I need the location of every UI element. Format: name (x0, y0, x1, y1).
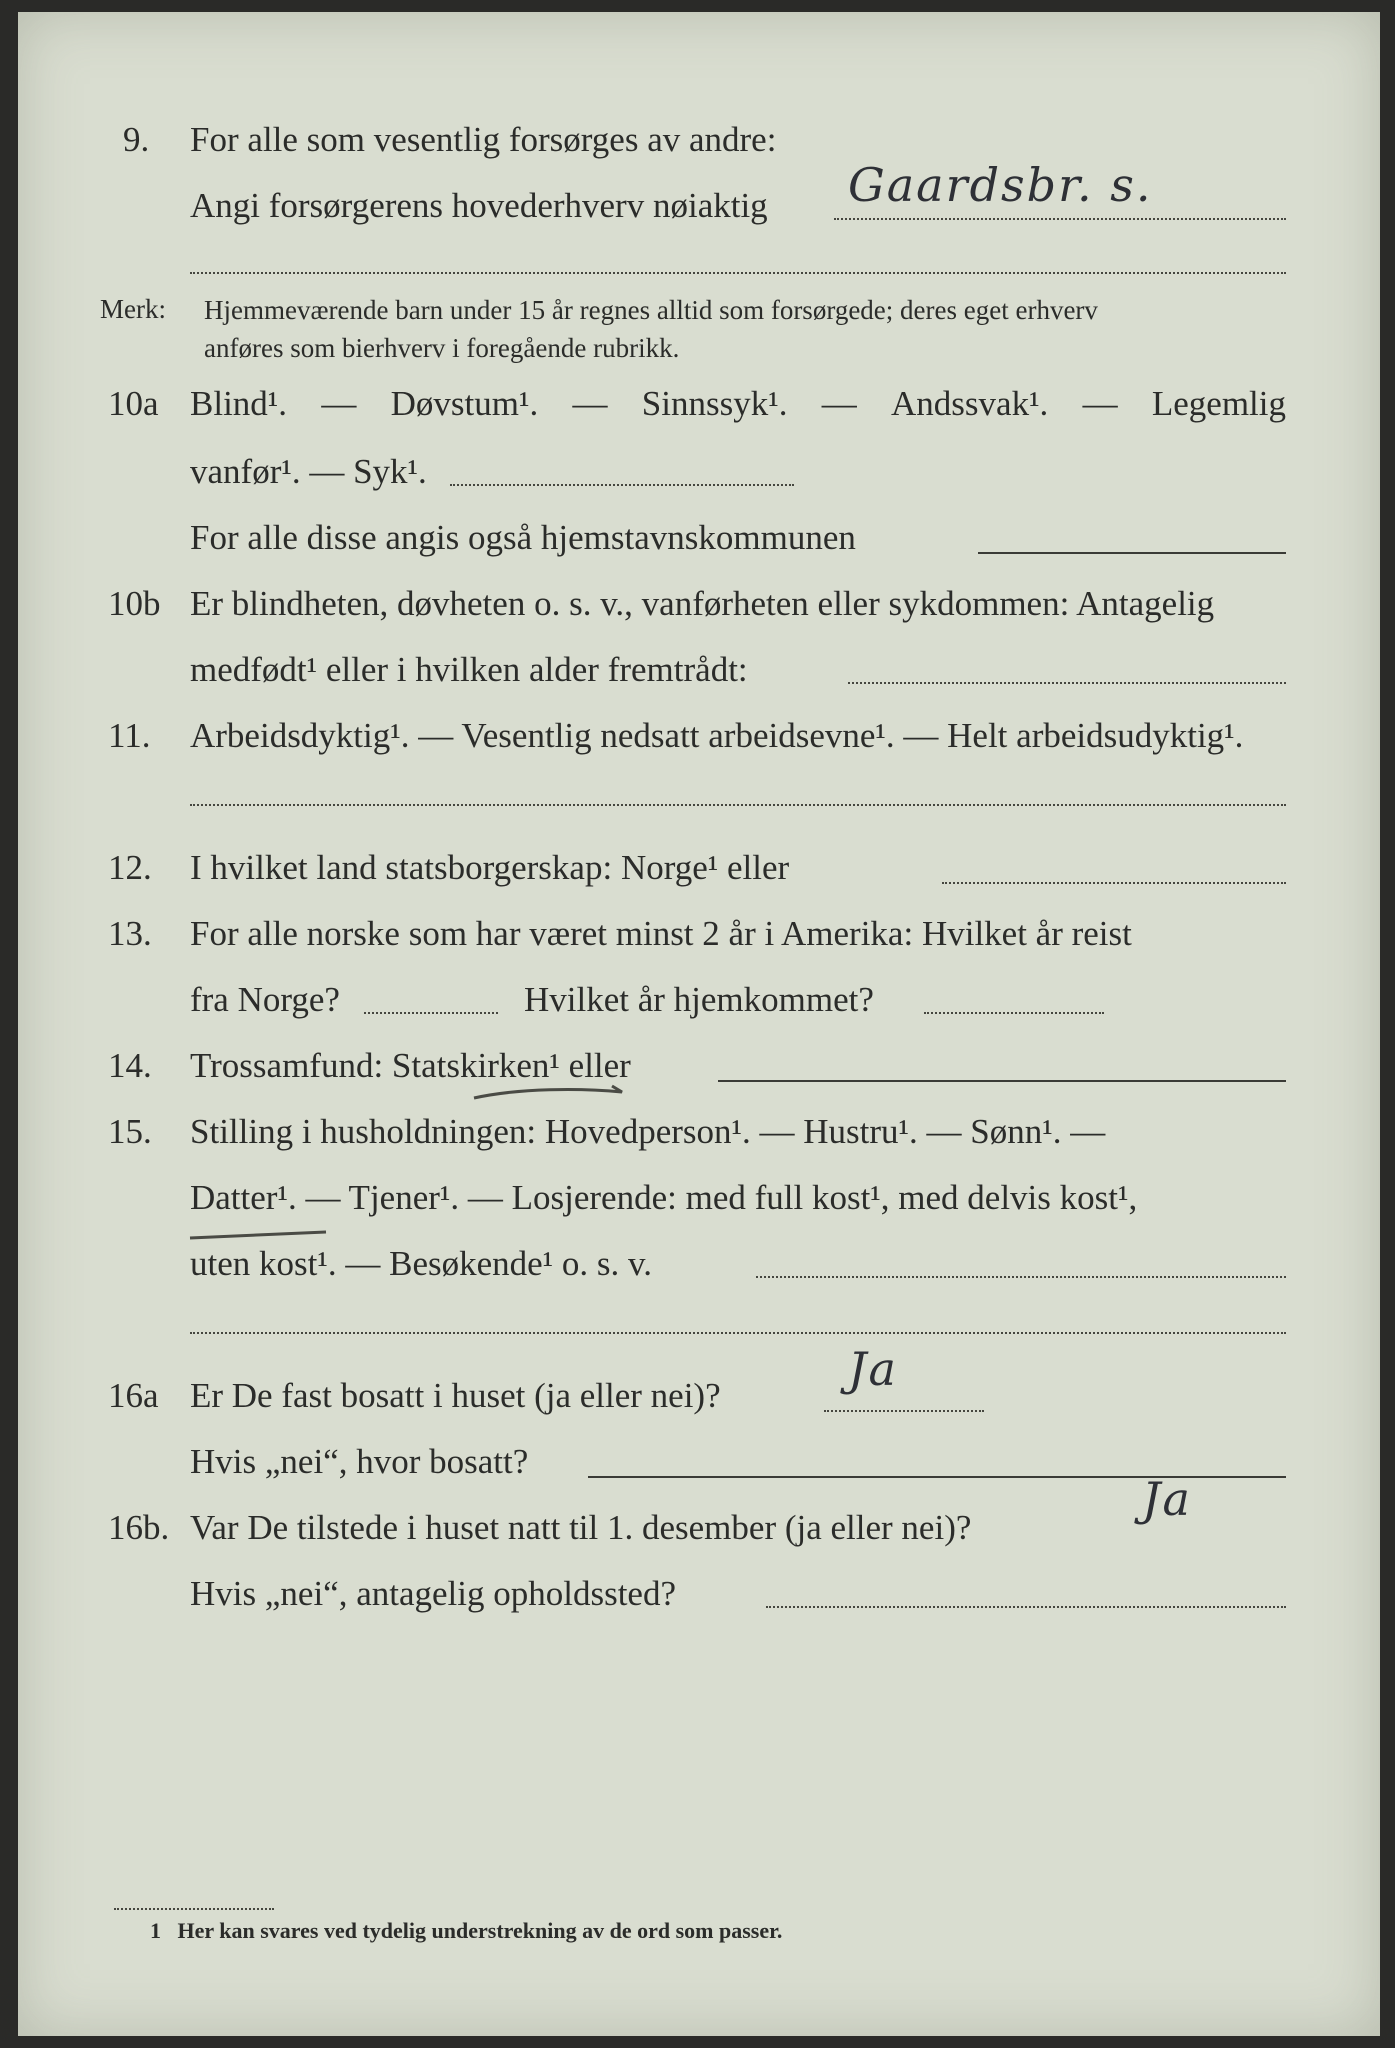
q10a-line2: vanfør¹. — Syk¹. (190, 452, 427, 491)
q16b-number: 16b. (108, 1508, 170, 1547)
q12-number: 12. (108, 848, 152, 887)
q16a-number: 16a (108, 1376, 159, 1415)
footnote (150, 1918, 782, 1944)
q13-line2a-fill (364, 1012, 498, 1014)
q10a-option-blind: Blind¹. (190, 384, 288, 423)
merk-line1: Hjemmeværende barn under 15 år regnes alltid som forsørgede; deres eget erhverv (204, 295, 1098, 325)
q13-line2a: fra Norge? (190, 980, 340, 1019)
census-form-page (18, 12, 1380, 2036)
q15-line1: Stilling i husholdningen: Hovedperson¹. — Hustru¹. — Sønn¹. — (190, 1112, 1106, 1151)
q10a-line3: For alle disse angis også hjemstavnskommunen (190, 518, 856, 557)
q15-line3: uten kost¹. — Besøkende¹ o. s. v. (190, 1244, 653, 1283)
q12-line1: I hvilket land statsborgerskap: Norge¹ eller (190, 848, 790, 887)
q12-line1-fill (942, 882, 1286, 884)
q11-extra-line (190, 804, 1286, 806)
q10a-line2-fill (450, 484, 794, 486)
q9-extra-line (190, 272, 1286, 274)
q16a-handwritten-answer: Ja (848, 1342, 898, 1396)
q15-line2: Datter¹. — Tjener¹. — Losjerende: med full kost¹, med delvis kost¹, (190, 1178, 1138, 1217)
q10b-number: 10b (108, 584, 161, 623)
q15-extra-line (190, 1332, 1286, 1334)
merk-label: Merk: (100, 294, 166, 324)
q16a-line2: Hvis „nei“, hvor bosatt? (190, 1442, 529, 1481)
q11-line1: Arbeidsdyktig¹. — Vesentlig nedsatt arbeidsevne¹. — Helt arbeidsudyktig¹. (190, 716, 1244, 755)
q10a-number: 10a (108, 384, 159, 423)
q9-number: 9. (123, 120, 150, 159)
q16b-line1: Var De tilstede i huset natt til 1. desember (ja eller nei)? (190, 1508, 972, 1547)
q10a-dash: — (572, 384, 608, 423)
q10b-line1: Er blindheten, døvheten o. s. v., vanførheten eller sykdommen: Antagelig (190, 584, 1215, 623)
q10a-dash: — (1082, 384, 1118, 423)
q15-line3-fill (756, 1276, 1286, 1278)
q16a-answer-line (824, 1410, 984, 1412)
q10b-line2: medfødt¹ eller i hvilken alder fremtrådt: (190, 650, 748, 689)
q15-number: 15. (108, 1112, 152, 1151)
q14-line1-fill (718, 1080, 1286, 1082)
q10a-dash: — (821, 384, 857, 423)
q14-line1: Trossamfund: Statskirken¹ eller (190, 1046, 631, 1085)
q16a-line1: Er De fast bosatt i huset (ja eller nei)? (190, 1376, 721, 1415)
footnote-text: Her kan svares ved tydelig understrekning av de ord som passer. (177, 1918, 783, 1943)
q10a-dash: — (321, 384, 357, 423)
q16b-line2-fill (766, 1606, 1286, 1608)
q13-line1: For alle norske som har været minst 2 år i Amerika: Hvilket år reist (190, 914, 1132, 953)
q16b-line2: Hvis „nei“, antagelig opholdssted? (190, 1574, 676, 1613)
q9-handwritten-answer: Gaardsbr. s. (848, 158, 1153, 212)
q15-pencil-mark (186, 1228, 336, 1242)
q9-answer-line (834, 218, 1286, 220)
q9-line2: Angi forsørgerens hovederhverv nøiaktig (190, 186, 768, 225)
q13-number: 13. (108, 914, 152, 953)
q10a-option-dovstum: Døvstum¹. (390, 384, 539, 423)
q14-pencil-mark (470, 1082, 630, 1106)
q16b-handwritten-answer: Ja (1142, 1472, 1192, 1526)
q10a-option-andssvak: Andssvak¹. (891, 384, 1049, 423)
q10a-option-legemlig: Legemlig (1151, 384, 1286, 423)
q10a-line1 (190, 384, 1286, 424)
q13-line2b-fill (924, 1012, 1104, 1014)
q10b-line2-fill (848, 682, 1286, 684)
q9-line1: For alle som vesentlig forsørges av andre: (190, 120, 777, 159)
q10a-line3-fill (978, 552, 1286, 554)
q10a-option-sinnssyk: Sinnssyk¹. (641, 384, 788, 423)
q13-line2b: Hvilket år hjemkommet? (524, 980, 874, 1019)
merk-line2: anføres som bierhverv i foregående rubrikk. (204, 333, 680, 363)
footnote-mark: 1 (150, 1918, 161, 1943)
footnote-divider (114, 1908, 274, 1910)
q14-number: 14. (108, 1046, 152, 1085)
q11-number: 11. (108, 716, 151, 755)
